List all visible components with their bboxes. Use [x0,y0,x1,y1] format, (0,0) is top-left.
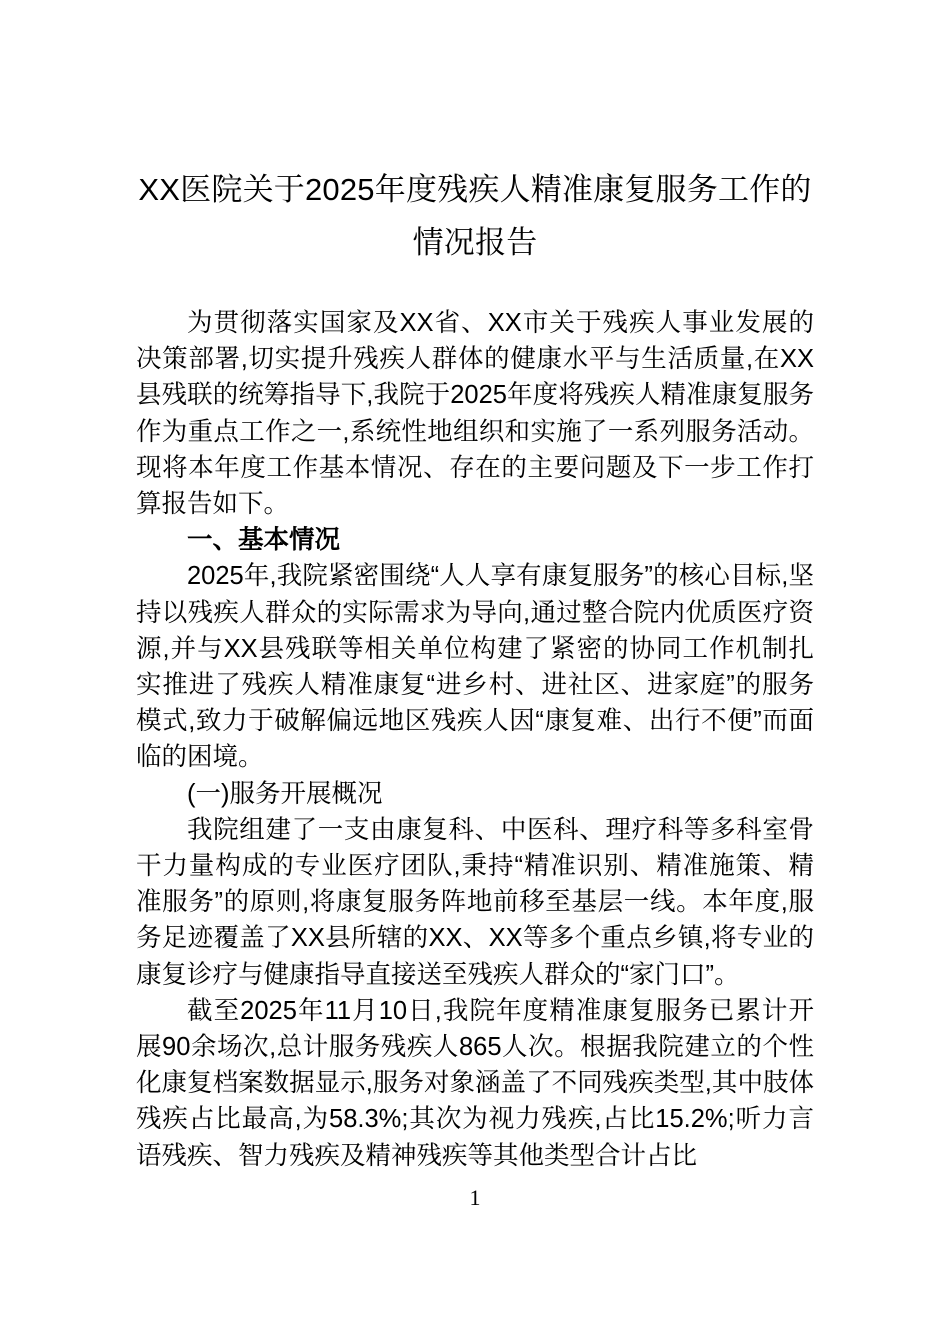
heading-section-1: 一、基本情况 [187,526,341,555]
heading-subsection-1-1: (一)服务开展概况 [187,779,383,808]
paragraph-section-1-intro: 2025年,我院紧密围绕“人人享有康复服务”的核心目标,坚持以残疾人群众的实际需求为导向,通过整合院内优质医疗资源,并与XX县残联等相关单位构建了紧密的协同工作机制扎实推进了残疾人精准康复“进乡村、进社区、进家庭”的服务模式,致力于破解偏远地区残疾人因“康复难、出行不便”而面临的困境。 [136,562,814,772]
page-title [136,0,814,269]
page-number: 1 [469,1185,481,1210]
paragraph-service-statistics: 截至2025年11月10日,我院年度精准康复服务已累计开展90余场次,总计服务残疾人865人次。根据我院建立的个性化康复档案数据显示,服务对象涵盖了不同残疾类型,其中肢体残疾占比最高,为58.3%;其次为视力残疾,占比15.2%;听力言语残疾、智力残疾及精神残疾等其他类型合计占比 [136,996,814,1170]
paragraph-service-overview: 我院组建了一支由康复科、中医科、理疗科等多科室骨干力量构成的专业医疗团队,秉持“精准识别、精准施策、精准服务”的原则,将康复服务阵地前移至基层一线。本年度,服务足迹覆盖了XX县所辖的XX、XX等多个重点乡镇,将专业的康复诊疗与健康指导直接送至残疾人群众的“家门口”。 [136,815,814,989]
page-content [136,0,814,1174]
title-line-1: XX医院关于2025年度残疾人精准康复服 [138,172,687,207]
body-text [136,305,814,1174]
title-line-2: 务工作的情况报告 [412,172,812,260]
paragraph-opening: 为贯彻落实国家及XX省、XX市关于残疾人事业发展的决策部署,切实提升残疾人群体的健康水平与生活质量,在XX县残联的统筹指导下,我院于2025年度将残疾人精准康复服务作为重点工作之一,系统性地组织和实施了一系列服务活动。现将本年度工作基本情况、存在的主要问题及下一步工作打算报告如下。 [136,309,814,519]
